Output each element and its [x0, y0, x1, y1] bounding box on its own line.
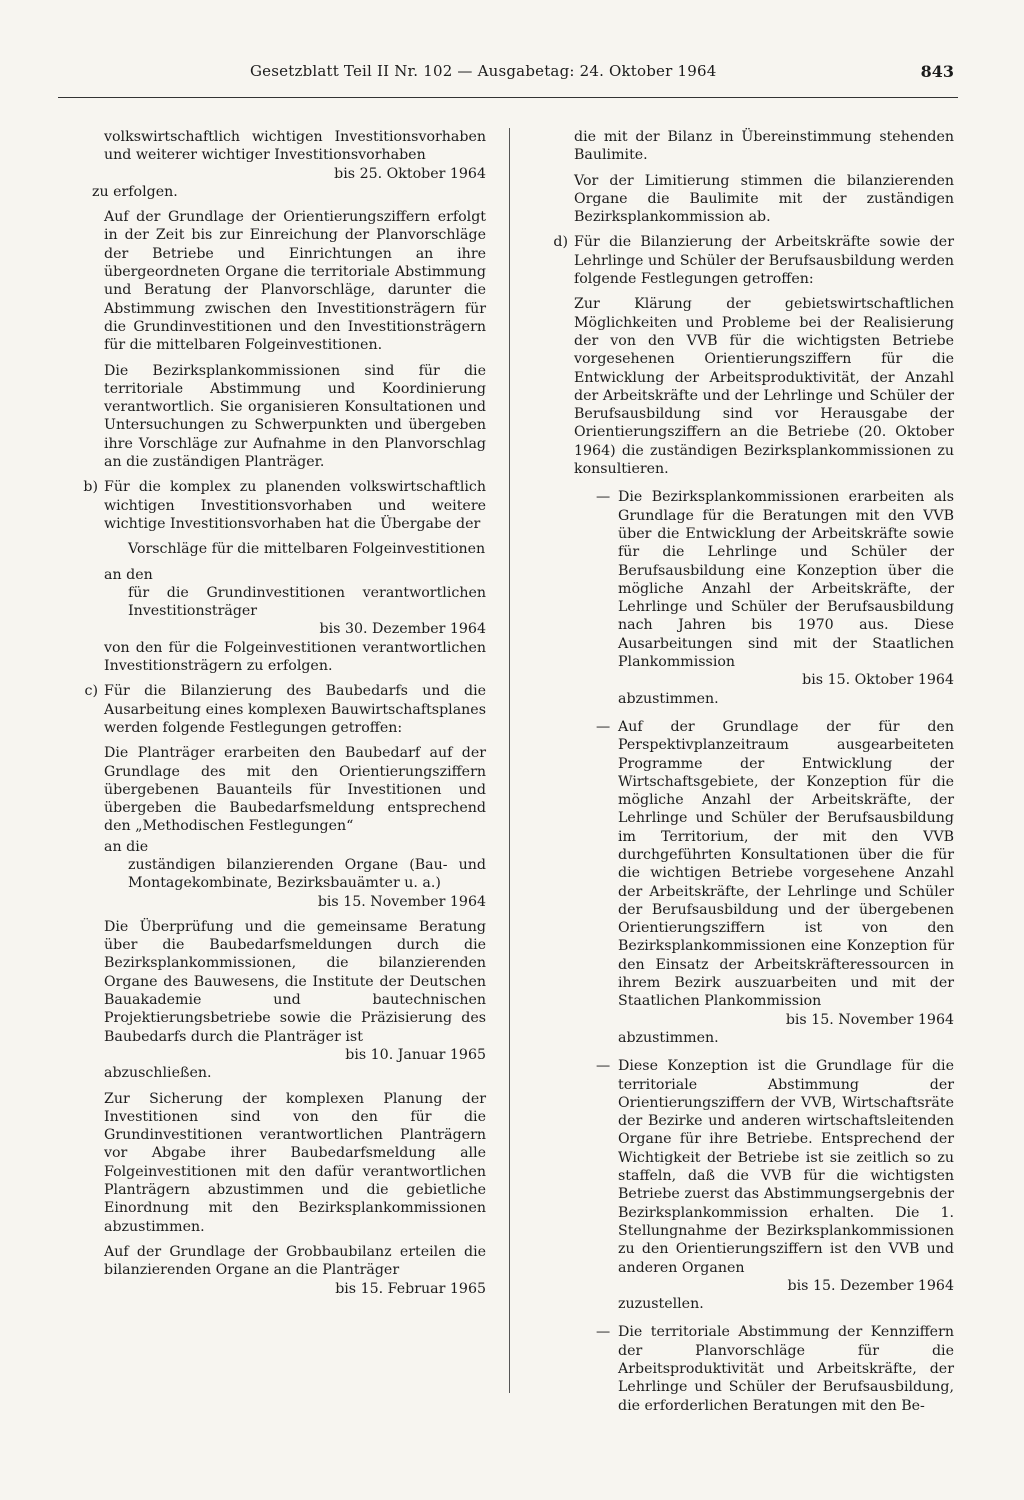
right-column [553, 128, 954, 1425]
paragraph: Zur Klärung der gebietswirtschaftlichen Möglichkeiten und Probleme bei der Realisierung der von den VVB für die wichtigsten Betriebe vorgesehenen Orientierungsziffern für die Entwicklung der Arbeitsproduktivität, der Anzahl der Arbeitskräfte und der Lehrlinge und Schüler der Berufsausbildung sind vor Herausgabe der Orientierungsziffern an die Betriebe (20. Oktober 1964) die zuständigen Bezirksplankommissionen zu konsultieren. [574, 296, 954, 478]
list-item-b [83, 478, 486, 675]
paragraph: Für die Bilanzierung des Baubedarfs und die Ausarbeitung eines komplexen Bauwirtschaftsplanes werden folgende Festlegungen getroffen: [104, 683, 486, 736]
paragraph: Die Bezirksplankommissionen erarbeiten als Grundlage für die Beratungen mit den VVB über die Entwicklung der Arbeitskräfte sowie für die Lehrlinge und Schüler der Berufsausbildung eine Konzeption über die mögliche Anzahl der Arbeitskräfte, der Lehrlinge und Schüler der Berufsausbildung nach Jahren bis 1970 aus. Diese Ausarbeitungen sind mit der Staatlichen Plankommission [618, 489, 954, 671]
paragraph: Für die komplex zu planenden volkswirtschaftlich wichtigen Investitionsvorhaben und weitere wichtige Investitionsvorhaben hat die Übergabe der [104, 479, 486, 532]
dash-marker: — [596, 718, 611, 735]
dash-item [574, 1057, 954, 1313]
paragraph-end: abzustimmen. [618, 1029, 719, 1046]
deadline-date: bis 15. Oktober 1964 [802, 672, 954, 689]
paragraph-end: abzuschließen. [104, 1065, 212, 1082]
dash-marker: — [596, 489, 611, 506]
paragraph: volkswirtschaftlich wichtigen Investitionsvorhaben und weiterer wichtiger Investitionsvorhaben [104, 129, 486, 164]
indented-text: zuständigen bilanzierenden Organe (Bau- und Montagekombinate, Bezirksbauämter u. a.) [128, 856, 486, 892]
paragraph: Die territoriale Abstimmung der Kennziffern der Planvorschläge für die Arbeitsproduktivität und Arbeitskräfte, der Lehrlinge und Schüler der Berufsausbildung, die erforderlichen Beratungen mit den Be- [618, 1324, 954, 1414]
dash-item [574, 1323, 954, 1414]
item-label: c) [84, 683, 98, 700]
deadline-date: bis 10. Januar 1965 [345, 1046, 486, 1063]
dash-marker: — [596, 1058, 611, 1075]
paragraph: Für die Bilanzierung der Arbeitskräfte sowie der Lehrlinge und Schüler der Berufsausbildung werden folgende Festlegungen getroffen: [574, 234, 954, 288]
column-divider [509, 128, 510, 1393]
indented-text: Vorschläge für die mittelbaren Folgeinvestitionen [128, 541, 486, 558]
dash-item [574, 718, 954, 1047]
paragraph-end: abzustimmen. [618, 690, 719, 707]
page-header [58, 60, 958, 100]
paragraph: Auf der Grundlage der für den Perspektivplanzeitraum ausgearbeiteten Programme der Entwicklung der Wirtschaftsgebiete, der Konzeption für die mögliche Anzahl der Arbeitskräfte, der Lehrlinge und Schüler der Berufsausbildung im Territorium, der mit den VVB durchgeführten Konsultationen über die für die wichtigen Betriebe vorgesehene Anzahl der Arbeitskräfte, der Lehrlinge und Schüler der Berufsausbildung und der übergebenen Orientierungsziffern ist von den Bezirksplankommissionen eine Konzeption für den Einsatz der Arbeitskräfteressourcen in ihrem Bezirk auszuarbeiten und mit der Staatlichen Plankommission [618, 718, 954, 1010]
deadline-date: bis 15. November 1964 [317, 893, 486, 910]
paragraph: die mit der Bilanz in Übereinstimmung stehenden Baulimite. [574, 129, 954, 164]
paragraph: von den für die Folgeinvestitionen verantwortlichen Investitionsträgern zu erfolgen. [104, 639, 486, 675]
paragraph-end: zuzustellen. [618, 1296, 704, 1313]
paragraph-end: zu erfolgen. [92, 183, 178, 200]
header-rule [58, 97, 958, 98]
item-label: d) [553, 234, 568, 251]
connector-text: an die [104, 838, 149, 855]
page-number: 843 [920, 62, 954, 81]
list-item-c [84, 682, 486, 1298]
deadline-date: bis 15. Februar 1965 [335, 1280, 486, 1297]
paragraph: Zur Sicherung der komplexen Planung der Investitionen sind von den für die Grundinvestitionen verantwortlichen Planträgern vor Abgabe ihrer Baubedarfsmeldung alle Folgeinvestitionen mit den dafür verantwortlichen Planträgern abzustimmen und die gebietliche Einordnung mit den Bezirksplankommissionen abzustimmen. [104, 1090, 486, 1235]
paragraph: Die Bezirksplankommissionen sind für die territoriale Abstimmung und Koordinierung verantwortlich. Sie organisieren Konsultationen und Untersuchungen zu Schwerpunkten und übergeben ihre Vorschläge zur Aufnahme in den Planvorschlag an die zuständigen Planträger. [104, 362, 486, 471]
paragraph: Die Planträger erarbeiten den Baubedarf auf der Grundlage des mit den Orientierungsziffern übergebenen Bauanteils für Investitionen und übergeben die Baubedarfsmeldung entsprechend den „Methodischen Festlegungen“ [104, 745, 486, 835]
paragraph: Die Überprüfung und die gemeinsame Beratung über die Baubedarfsmeldungen durch die Bezirksplankommissionen, die bilanzierenden Organe des Bauwesens, die Institute der Deutschen Bauakademie und bautechnischen Projektierungsbetriebe sowie die Präzisierung des Baubedarfs durch die Planträger ist [104, 918, 486, 1045]
paragraph: Diese Konzeption ist die Grundlage für die territoriale Abstimmung der Orientierungsziffern der VVB, Wirtschaftsräte der Bezirke und anderen wirtschaftsleitenden Organe für ihre Betriebe. Entsprechend der Wichtigkeit der Betriebe ist sie zeitlich so zu staffeln, daß die VVB für die wichtigsten Betriebe zuerst das Abstimmungsergebnis der Bezirksplankommission erhalten. Die 1. Stellungnahme der Bezirksplankommissionen zu den Orientierungsziffern ist den VVB und anderen Organen [618, 1058, 954, 1276]
paragraph: Auf der Grundlage der Orientierungsziffern erfolgt in der Zeit bis zur Einreichung der Planvorschläge der Betriebe und Einrichtungen an ihre übergeordneten Organe die territoriale Abstimmung und Beratung der Planvorschläge, darunter die Abstimmung zwischen den Investitionsträgern für die Grundinvestitionen und den Investitionsträgern für die mittelbaren Folgeinvestitionen. [104, 209, 486, 354]
paragraph: Auf der Grundlage der Grobbaubilanz erteilen die bilanzierenden Organe an die Planträger [104, 1243, 486, 1279]
paragraph: Vor der Limitierung stimmen die bilanzierenden Organe die Baulimite mit der zuständigen Bezirksplankommission ab. [574, 172, 954, 226]
deadline-date: bis 30. Dezember 1964 [319, 621, 486, 638]
deadline-date: bis 15. Dezember 1964 [787, 1277, 954, 1294]
left-column [83, 128, 486, 1305]
deadline-date: bis 15. November 1964 [785, 1011, 954, 1028]
item-label: b) [83, 479, 98, 496]
indented-text: für die Grundinvestitionen verantwortlichen Investitionsträger [128, 584, 486, 620]
connector-text: an den [104, 566, 153, 583]
publication-title: Gesetzblatt Teil II Nr. 102 — Ausgabetag: 24. Oktober 1964 [250, 62, 717, 80]
list-item-d [553, 233, 954, 478]
dash-item [574, 488, 954, 708]
dash-marker: — [596, 1324, 611, 1341]
deadline-date: bis 25. Oktober 1964 [334, 165, 486, 182]
